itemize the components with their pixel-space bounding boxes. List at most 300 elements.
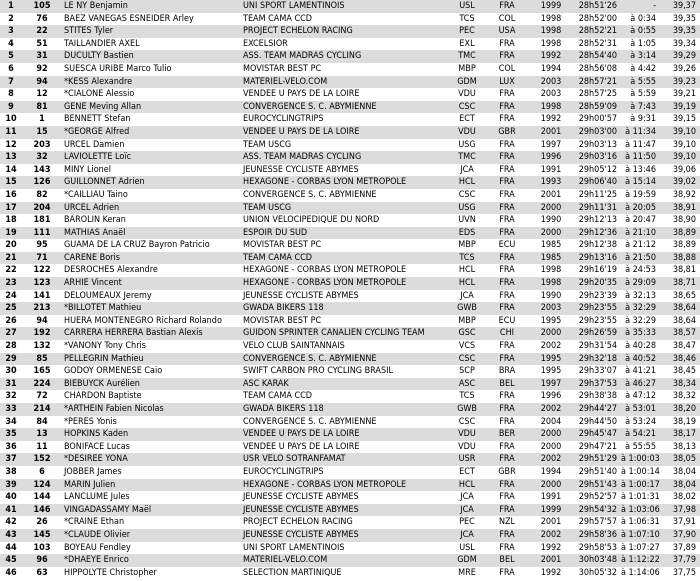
rank-cell: 4 [0,38,22,51]
team-code-cell: MBP [447,63,487,76]
average-speed-cell: 39,15 [662,113,700,126]
rider-name-cell: JOBBER James [62,466,241,479]
team-name-cell: TEAM USCG [241,139,447,152]
team-code-cell: UVN [447,214,487,227]
rank-cell: 32 [0,390,22,403]
average-speed-cell: 37,79 [662,554,700,567]
rank-cell: 13 [0,151,22,164]
table-row [0,390,700,403]
nationality-cell: FRA [487,302,527,315]
birth-year-cell: 1992 [527,567,575,580]
nationality-cell: FRA [487,416,527,429]
time-gap-cell: à 1:07:27 [619,542,662,555]
bib-cell: 132 [22,340,62,353]
table-row [0,101,700,114]
total-time-cell: 29h06'40 [575,176,619,189]
table-row [0,441,700,454]
time-gap-cell: à 13:46 [619,164,662,177]
bib-cell: 141 [22,290,62,303]
nationality-cell: FRA [487,176,527,189]
total-time-cell: 29h11'25 [575,189,619,202]
birth-year-cell: 2004 [527,416,575,429]
total-time-cell: 29h51'40 [575,466,619,479]
rider-name-cell: *CIALONE Alessio [62,88,241,101]
total-time-cell: 29h44'27 [575,403,619,416]
rider-name-cell: *KESS Alexandre [62,76,241,89]
time-gap-cell: à 41:21 [619,365,662,378]
time-gap-cell: à 1:12:22 [619,554,662,567]
table-row [0,50,700,63]
total-time-cell: 28h52'21 [575,25,619,38]
bib-cell: 12 [22,88,62,101]
average-speed-cell: 39,29 [662,50,700,63]
team-name-cell: CONVERGENCE S. C. ABYMIENNE [241,189,447,202]
average-speed-cell: 39,35 [662,13,700,26]
total-time-cell: 29h38'38 [575,390,619,403]
birth-year-cell: 1998 [527,13,575,26]
team-code-cell: USR [447,453,487,466]
team-name-cell: HEXAGONE - CORBAS LYON METROPOLE [241,277,447,290]
team-code-cell: EXL [447,38,487,51]
rider-name-cell: BIEBUYCK Aurélien [62,378,241,391]
birth-year-cell: 1995 [527,315,575,328]
average-speed-cell: 38,46 [662,353,700,366]
time-gap-cell: à 32:29 [619,302,662,315]
table-row [0,13,700,26]
bib-cell: 32 [22,151,62,164]
table-row [0,252,700,265]
team-name-cell: MOVISTAR BEST PC [241,239,447,252]
table-row [0,378,700,391]
nationality-cell: FRA [487,0,527,13]
bib-cell: 26 [22,516,62,529]
table-row [0,516,700,529]
average-speed-cell: 39,19 [662,101,700,114]
average-speed-cell: 38,04 [662,466,700,479]
table-row [0,25,700,38]
nationality-cell: ECU [487,315,527,328]
nationality-cell: ECU [487,239,527,252]
total-time-cell: 29h45'47 [575,428,619,441]
nationality-cell: FRA [487,139,527,152]
bib-cell: 105 [22,0,62,13]
birth-year-cell: 1997 [527,139,575,152]
table-row [0,239,700,252]
table-row [0,353,700,366]
bib-cell: 124 [22,479,62,492]
birth-year-cell: 1991 [527,491,575,504]
rider-name-cell: DUCULTY Bastien [62,50,241,63]
team-code-cell: VDU [447,441,487,454]
average-speed-cell: 37,98 [662,504,700,517]
rank-cell: 25 [0,302,22,315]
rank-cell: 5 [0,50,22,63]
nationality-cell: FRA [487,340,527,353]
total-time-cell: 28h52'00 [575,13,619,26]
total-time-cell: 29h23'39 [575,290,619,303]
team-code-cell: CSC [447,101,487,114]
birth-year-cell: 1999 [527,504,575,517]
bib-cell: 224 [22,378,62,391]
team-name-cell: VENDEE U PAYS DE LA LOIRE [241,441,447,454]
table-row [0,479,700,492]
rider-name-cell: URCEL Damien [62,139,241,152]
nationality-cell: FRA [487,227,527,240]
table-row [0,567,700,580]
rank-cell: 34 [0,416,22,429]
team-name-cell: VENDEE U PAYS DE LA LOIRE [241,88,447,101]
rider-name-cell: GENE Meving Allan [62,101,241,114]
team-name-cell: EUROCYCLINGTRIPS [241,113,447,126]
bib-cell: 122 [22,264,62,277]
time-gap-cell: à 1:05 [619,38,662,51]
rank-cell: 9 [0,101,22,114]
birth-year-cell: 1997 [527,378,575,391]
birth-year-cell: 1991 [527,164,575,177]
table-row [0,542,700,555]
rider-name-cell: HUERA MONTENEGRO Richard Rolando [62,315,241,328]
average-speed-cell: 38,89 [662,227,700,240]
rider-name-cell: CARRERA HERRERA Bastian Alexis [62,327,241,340]
rider-name-cell: CHARDON Baptiste [62,390,241,403]
time-gap-cell: à 55:55 [619,441,662,454]
bib-cell: 145 [22,529,62,542]
team-name-cell: HEXAGONE - CORBAS LYON METROPOLE [241,479,447,492]
birth-year-cell: 2000 [527,227,575,240]
time-gap-cell: à 11:50 [619,151,662,164]
rider-name-cell: *BILLOTET Mathieu [62,302,241,315]
average-speed-cell: 38,47 [662,340,700,353]
rider-name-cell: ARHIE Vincent [62,277,241,290]
birth-year-cell: 2001 [527,516,575,529]
nationality-cell: FRA [487,542,527,555]
average-speed-cell: 38,65 [662,290,700,303]
birth-year-cell: 1998 [527,277,575,290]
rank-cell: 35 [0,428,22,441]
rank-cell: 26 [0,315,22,328]
rank-cell: 3 [0,25,22,38]
bib-cell: 15 [22,126,62,139]
birth-year-cell: 1998 [527,264,575,277]
team-code-cell: VDU [447,88,487,101]
team-name-cell: SWIFT CARBON PRO CYCLING BRASIL [241,365,447,378]
bib-cell: 103 [22,542,62,555]
rider-name-cell: GUAMA DE LA CRUZ Bayron Patricio [62,239,241,252]
nationality-cell: FRA [487,479,527,492]
average-speed-cell: 38,92 [662,189,700,202]
rider-name-cell: LANCLUME Jules [62,491,241,504]
time-gap-cell: à 5:55 [619,76,662,89]
birth-year-cell: 1990 [527,214,575,227]
total-time-cell: 29h03'00 [575,126,619,139]
rank-cell: 20 [0,239,22,252]
birth-year-cell: 1993 [527,176,575,189]
time-gap-cell: à 20:05 [619,202,662,215]
table-row [0,38,700,51]
average-speed-cell: 37,89 [662,542,700,555]
rider-name-cell: MINY Lionel [62,164,241,177]
average-speed-cell: 39,35 [662,25,700,38]
total-time-cell: 28h57'21 [575,76,619,89]
time-gap-cell: à 1:06:31 [619,516,662,529]
rider-name-cell: MATHIAS Anaël [62,227,241,240]
time-gap-cell: à 1:07:10 [619,529,662,542]
bib-cell: 1 [22,113,62,126]
time-gap-cell: à 21:50 [619,252,662,265]
rank-cell: 16 [0,189,22,202]
table-row [0,403,700,416]
nationality-cell: FRA [487,567,527,580]
rider-name-cell: *DHAEYE Enrico [62,554,241,567]
time-gap-cell: à 21:10 [619,227,662,240]
average-speed-cell: 38,45 [662,365,700,378]
rank-cell: 44 [0,542,22,555]
bib-cell: 181 [22,214,62,227]
team-code-cell: TCS [447,13,487,26]
rider-name-cell: BAROLIN Keran [62,214,241,227]
rider-name-cell: HIPPOLYTE Christopher [62,567,241,580]
total-time-cell: 29h33'07 [575,365,619,378]
time-gap-cell: à 46:27 [619,378,662,391]
nationality-cell: FRA [487,214,527,227]
birth-year-cell: 2001 [527,189,575,202]
birth-year-cell: 1994 [527,466,575,479]
table-row [0,327,700,340]
rank-cell: 37 [0,453,22,466]
average-speed-cell: 38,02 [662,491,700,504]
nationality-cell: FRA [487,189,527,202]
total-time-cell: 29h03'13 [575,139,619,152]
total-time-cell: 29h57'57 [575,516,619,529]
team-name-cell: CONVERGENCE S. C. ABYMIENNE [241,101,447,114]
time-gap-cell: à 32:13 [619,290,662,303]
table-row [0,164,700,177]
rider-name-cell: *CRAINE Ethan [62,516,241,529]
team-name-cell: MOVISTAR BEST PC [241,63,447,76]
total-time-cell: 29h51'29 [575,453,619,466]
birth-year-cell: 1994 [527,63,575,76]
bib-cell: 13 [22,428,62,441]
average-speed-cell: 39,23 [662,76,700,89]
total-time-cell: 29h05'12 [575,164,619,177]
average-speed-cell: 38,64 [662,315,700,328]
nationality-cell: GBR [487,466,527,479]
team-name-cell: PROJECT ECHELON RACING [241,25,447,38]
team-code-cell: GWB [447,302,487,315]
average-speed-cell: 38,05 [662,453,700,466]
rank-cell: 28 [0,340,22,353]
total-time-cell: 28h57'25 [575,88,619,101]
rank-cell: 29 [0,353,22,366]
team-name-cell: JEUNESSE CYCLISTE ABYMES [241,164,447,177]
nationality-cell: BEL [487,554,527,567]
birth-year-cell: 2000 [527,479,575,492]
bib-cell: 71 [22,252,62,265]
bib-cell: 94 [22,76,62,89]
rank-cell: 27 [0,327,22,340]
nationality-cell: FRA [487,491,527,504]
total-time-cell: 29h12'13 [575,214,619,227]
bib-cell: 143 [22,164,62,177]
rank-cell: 41 [0,504,22,517]
nationality-cell: FRA [487,151,527,164]
nationality-cell: FRA [487,38,527,51]
total-time-cell: 28h51'26 [575,0,619,13]
time-gap-cell: à 1:01:31 [619,491,662,504]
team-code-cell: MRE [447,567,487,580]
nationality-cell: BRA [487,365,527,378]
team-code-cell: TMC [447,151,487,164]
total-time-cell: 29h00'57 [575,113,619,126]
average-speed-cell: 38,71 [662,277,700,290]
rank-cell: 45 [0,554,22,567]
time-gap-cell: à 7:43 [619,101,662,114]
bib-cell: 165 [22,365,62,378]
bib-cell: 85 [22,353,62,366]
time-gap-cell: à 29:09 [619,277,662,290]
bib-cell: 213 [22,302,62,315]
average-speed-cell: 39,10 [662,151,700,164]
rank-cell: 31 [0,378,22,391]
total-time-cell: 29h12'38 [575,239,619,252]
table-row [0,453,700,466]
rider-name-cell: LE NY Benjamin [62,0,241,13]
team-code-cell: VDU [447,428,487,441]
nationality-cell: FRA [487,202,527,215]
team-code-cell: JCA [447,491,487,504]
team-name-cell: CONVERGENCE S. C. ABYMIENNE [241,353,447,366]
bib-cell: 203 [22,139,62,152]
total-time-cell: 29h23'55 [575,302,619,315]
table-row [0,264,700,277]
rider-name-cell: STITES Tyler [62,25,241,38]
time-gap-cell: à 5:59 [619,88,662,101]
birth-year-cell: 1996 [527,390,575,403]
rider-name-cell: *CLAUDE Olivier [62,529,241,542]
nationality-cell: FRA [487,264,527,277]
total-time-cell: 29h44'50 [575,416,619,429]
team-code-cell: HCL [447,176,487,189]
total-time-cell: 29h52'57 [575,491,619,504]
team-code-cell: EDS [447,227,487,240]
team-code-cell: JCA [447,164,487,177]
nationality-cell: FRA [487,290,527,303]
team-name-cell: GWADA BIKERS 118 [241,302,447,315]
time-gap-cell: à 11:47 [619,139,662,152]
birth-year-cell: 1992 [527,542,575,555]
birth-year-cell: 2002 [527,403,575,416]
table-row [0,466,700,479]
team-name-cell: JEUNESSE CYCLISTE ABYMES [241,504,447,517]
team-name-cell: JEUNESSE CYCLISTE ABYMES [241,491,447,504]
bib-cell: 214 [22,403,62,416]
rank-cell: 38 [0,466,22,479]
total-time-cell: 29h31'54 [575,340,619,353]
time-gap-cell: à 21:12 [619,239,662,252]
time-gap-cell: à 9:31 [619,113,662,126]
average-speed-cell: 38,04 [662,479,700,492]
total-time-cell: 29h26'59 [575,327,619,340]
team-code-cell: MBP [447,315,487,328]
time-gap-cell: à 24:53 [619,264,662,277]
team-code-cell: ECT [447,466,487,479]
team-name-cell: UNI SPORT LAMENTINOIS [241,542,447,555]
bib-cell: 152 [22,453,62,466]
team-code-cell: USG [447,139,487,152]
birth-year-cell: 1995 [527,353,575,366]
table-row [0,202,700,215]
bib-cell: 92 [22,63,62,76]
average-speed-cell: 39,10 [662,126,700,139]
rider-name-cell: BOYEAU Fendley [62,542,241,555]
rank-cell: 1 [0,0,22,13]
total-time-cell: 28h59'09 [575,101,619,114]
total-time-cell: 29h23'55 [575,315,619,328]
team-code-cell: USG [447,202,487,215]
rank-cell: 12 [0,139,22,152]
team-code-cell: USL [447,542,487,555]
rider-name-cell: DELOUMEAUX Jeremy [62,290,241,303]
rank-cell: 42 [0,516,22,529]
total-time-cell: 29h11'31 [575,202,619,215]
table-row [0,151,700,164]
team-code-cell: TCS [447,390,487,403]
table-row [0,63,700,76]
birth-year-cell: 1992 [527,50,575,63]
table-row [0,126,700,139]
team-code-cell: TMC [447,50,487,63]
team-name-cell: EXCELSIOR [241,38,447,51]
team-code-cell: USL [447,0,487,13]
team-name-cell: JEUNESSE CYCLISTE ABYMES [241,529,447,542]
team-code-cell: PEC [447,25,487,38]
bib-cell: 192 [22,327,62,340]
total-time-cell: 29h12'36 [575,227,619,240]
birth-year-cell: 2001 [527,554,575,567]
table-row [0,139,700,152]
team-code-cell: GDM [447,554,487,567]
rank-cell: 8 [0,88,22,101]
average-speed-cell: 39,02 [662,176,700,189]
average-speed-cell: 38,81 [662,264,700,277]
team-name-cell: HEXAGONE - CORBAS LYON METROPOLE [241,176,447,189]
time-gap-cell: à 1:00:14 [619,466,662,479]
team-code-cell: ASC [447,378,487,391]
time-gap-cell: à 1:14:06 [619,567,662,580]
bib-cell: 31 [22,50,62,63]
bib-cell: 22 [22,25,62,38]
bib-cell: 84 [22,416,62,429]
time-gap-cell: à 40:52 [619,353,662,366]
rider-name-cell: MARIN Julien [62,479,241,492]
bib-cell: 63 [22,567,62,580]
nationality-cell: FRA [487,164,527,177]
bib-cell: 123 [22,277,62,290]
birth-year-cell: 1985 [527,239,575,252]
team-name-cell: ASS. TEAM MADRAS CYCLING [241,151,447,164]
average-speed-cell: 37,75 [662,567,700,580]
average-speed-cell: 39,34 [662,38,700,51]
total-time-cell: 29h03'16 [575,151,619,164]
average-speed-cell: 39,21 [662,88,700,101]
average-speed-cell: 38,17 [662,428,700,441]
table-row [0,113,700,126]
table-row [0,365,700,378]
team-name-cell: PROJECT ECHELON RACING [241,516,447,529]
rider-name-cell: DESROCHES Alexandre [62,264,241,277]
rank-cell: 18 [0,214,22,227]
birth-year-cell: 1996 [527,151,575,164]
